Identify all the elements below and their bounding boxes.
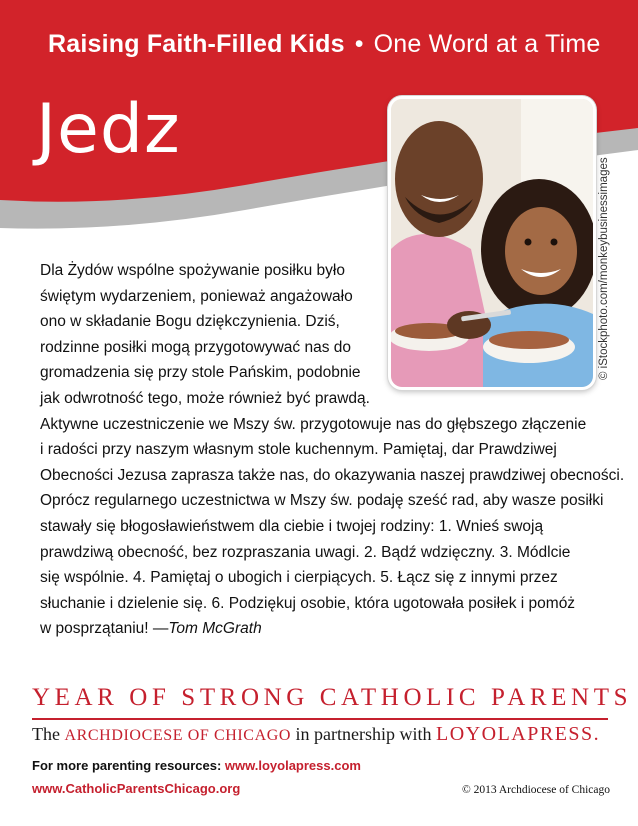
- series-separator: •: [354, 30, 364, 58]
- archdiocese-logo-text: ARCHDIOCESE OF CHICAGO: [64, 727, 292, 744]
- text-line: gromadzenia się przy stole Pańskim, podobnie: [40, 364, 361, 382]
- text-line: prawdziwą obecność, bez rozpraszania uwagi. 2. Bądź wdzięczny. 3. Módlcie: [40, 543, 571, 561]
- series-title-light: One Word at a Time: [373, 30, 601, 58]
- resources-line: [32, 758, 361, 773]
- text-line: się wspólnie. 4. Pamiętaj o ubogich i cierpiących. 5. Łącz się z innymi przez: [40, 569, 558, 587]
- text-line: stawały się błogosławieństwem dla ciebie i twojej rodziny: 1. Wnieś swoją: [40, 517, 544, 535]
- text-line: świętym wydarzeniem, ponieważ angażowało: [40, 287, 353, 305]
- copyright-notice: © 2013 Archdiocese of Chicago: [462, 784, 610, 796]
- resources-label: For more parenting resources:: [32, 758, 225, 773]
- closing-text: w posprzątaniu! —: [40, 620, 169, 638]
- text-line: i radości przy naszym własnym stole kuchennym. Pamiętaj, dar Prawdziwej: [40, 441, 557, 459]
- text-line: ono w składanie Bogu dziękczynienia. Dziś,: [40, 313, 340, 331]
- partner-middle: in partnership with: [291, 724, 437, 744]
- photo-credit: © iStockphoto.com/monkeybusinessimages: [598, 157, 610, 380]
- loyola-link[interactable]: www.loyolapress.com: [224, 758, 361, 773]
- text-line: Aktywne uczestniczenie we Mszy św. przygotowuje nas do głębszego złączenie: [40, 415, 587, 433]
- featured-word: Jedz: [36, 90, 181, 169]
- text-line: Obecności Jezusa zaprasza także nas, do okazywania naszej prawdziwej obecności.: [40, 466, 625, 484]
- footer-divider: [32, 718, 608, 720]
- author-name: Tom McGrath: [168, 620, 262, 638]
- text-line-last: [40, 616, 608, 642]
- campaign-title: YEAR OF STRONG CATHOLIC PARENTS: [32, 684, 633, 711]
- loyola-press-logo-text: LOYOLAPRESS.: [436, 723, 601, 745]
- text-line: Oprócz regularnego uczestnictwa w Mszy św. podaję sześć rad, aby wasze posiłki: [40, 492, 604, 510]
- text-line: Dla Żydów wspólne spożywanie posiłku było: [40, 262, 345, 279]
- catholic-parents-link[interactable]: www.CatholicParentsChicago.org: [32, 781, 241, 796]
- series-title: [48, 30, 600, 59]
- text-line: jak odwrotność tego, może również być prawdą.: [40, 389, 370, 407]
- partner-prefix: The: [32, 724, 65, 744]
- series-title-bold: Raising Faith-Filled Kids: [48, 30, 345, 58]
- partnership-line: [32, 723, 622, 746]
- text-line: słuchanie i dzielenie się. 6. Podziękuj osobie, która ugotowała posiłek i pomóż: [40, 594, 576, 612]
- text-line: rodzinne posiłki mogą przygotowywać nas do: [40, 338, 352, 356]
